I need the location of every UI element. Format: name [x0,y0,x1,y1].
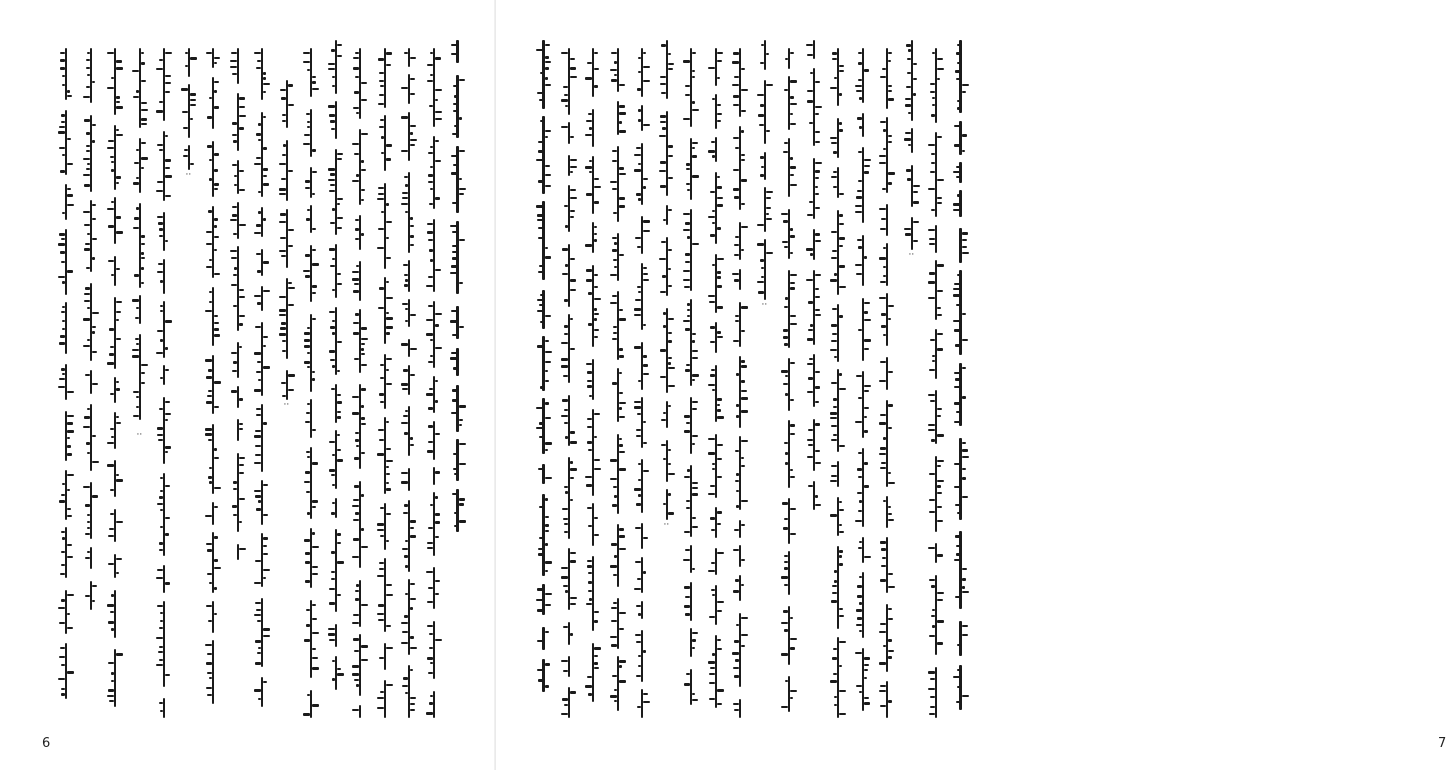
right-page: ·· ·· ·· 7 [496,0,992,770]
left-page: ·· ·· ·· 6 [0,0,496,770]
page-number-right: 7 [1438,736,1446,751]
page-number-left: 6 [42,736,51,751]
